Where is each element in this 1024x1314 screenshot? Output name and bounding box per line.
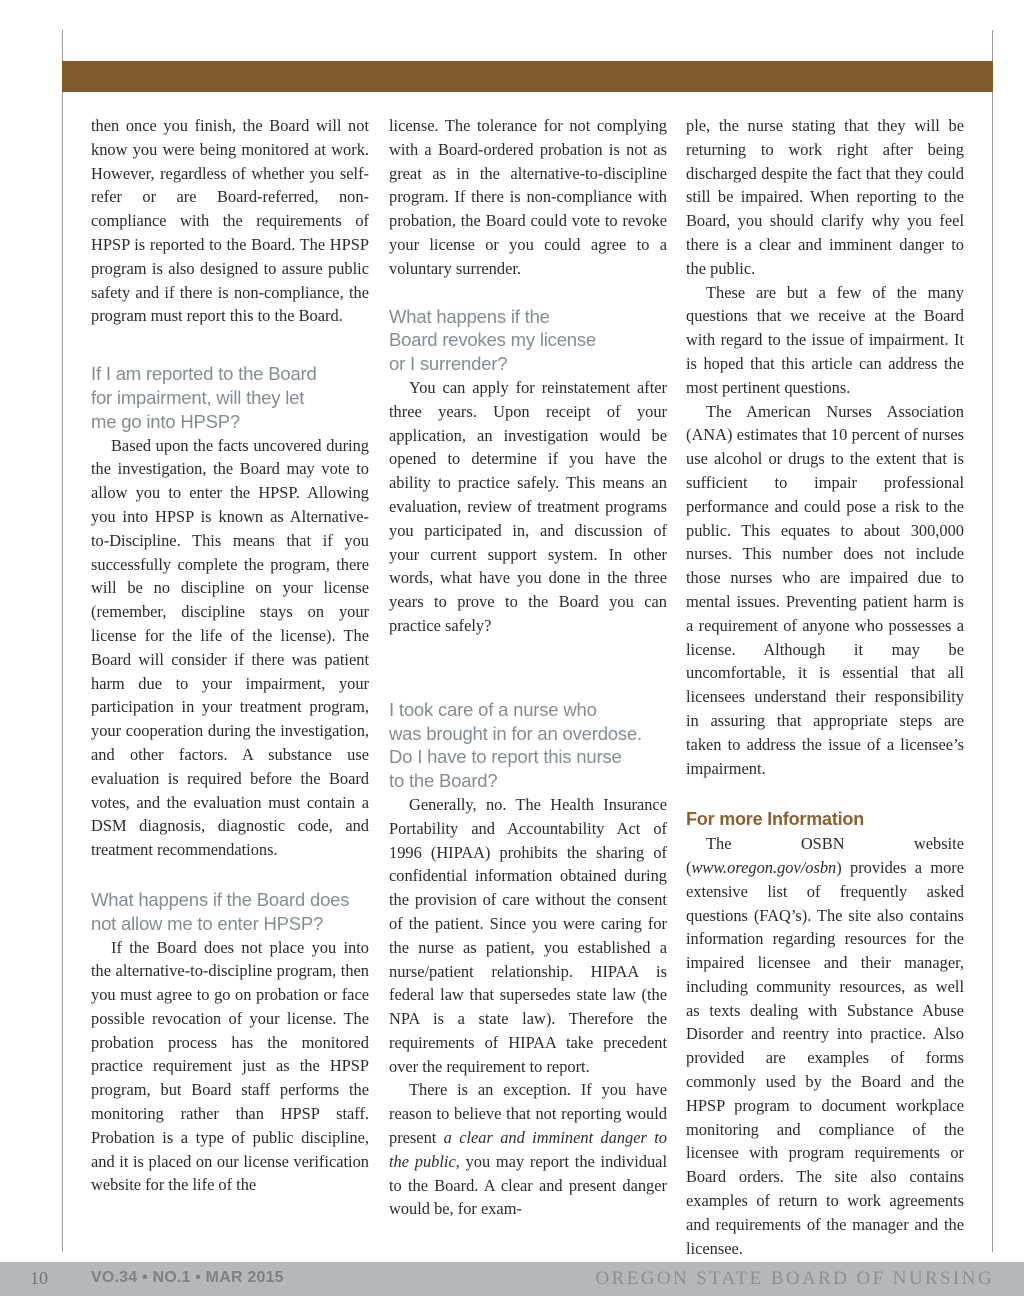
heading-line: to the Board? [389,770,498,792]
heading-line: Do I have to report this nurse [389,746,622,768]
heading-line: What happens if the Board does [91,888,350,910]
website-link[interactable]: www.oregon.gov/osbn [691,857,837,877]
paragraph: ple, the nurse stating that they will be returning to work right after being discharged despite the fact that they could still be impaired. When reporting to the Board, you should clarify why you feel there is a clear and imminent danger to the public. [686,116,964,278]
organization-name: OREGON STATE BOARD OF NURSING [595,1268,994,1289]
issue-info: VO.34 • NO.1 • MAR 2015 [91,1269,284,1286]
emphasis-text: a clear and imminent danger to the public [389,1128,667,1171]
article-column-1 [91,114,369,1197]
text-run: ) provides a more extensive list of frequently asked questions (FAQ’s). The site also contains information regarding resources for the impaired licensee and their manager, including community resources, as well as texts dealing with Substance Abuse Disorder and reentry into practice. Also provided are examples of forms commonly used by the Board and the HPSP program to document workplace monitoring and compliance of the licensee with program requirements or Board orders. The site also contains examples of return to work agreements and requirements of the manager and the licensee. [686,857,964,1258]
left-margin-rule [62,30,63,1252]
right-margin-rule [992,30,993,1252]
paragraph: You can apply for reinstatement after three years. Upon receipt of your application, an investigation would be opened to determine if you have the ability to practice safely. This means an evaluation, review of treatment programs you participated in, and discussion of your current support system. In other words, what have you done in the three years to prove to the Board you can practice safely? [389,377,667,635]
header-accent-bar [62,61,993,92]
paragraph-osbn-website [686,832,964,1260]
heading-line: I took care of a nurse who [389,698,597,720]
paragraph: Based upon the facts uncovered during the investigation, the Board may vote to allow you to enter the HPSP. Allowing you into HPSP is known as Alternative-to-Discipline. This means that if you successfully complete the program, there will be no discipline on your license (remember, discipline stays on your license for the life of the license). The Board will consider if there was patient harm due to your impairment, your participation in your treatment program, your cooperation during the investigation, and other factors. A substance use evaluation is required before the Board votes, and the evaluation must contain a DSM diagnosis, diagnostic code, and treatment recommendations. [91,435,369,860]
page-footer [0,1262,1024,1296]
heading-line: What happens if the [389,305,550,327]
heading-line: for impairment, will they let [91,386,305,408]
section-heading-overdose [389,698,667,793]
paragraph: If the Board does not place you into the alternative-to-discipline program, then you must agree to go on probation or face possible revocation of your license. The probation process has the monitored practice requirement just as the HPSP program, but Board staff performs the monitoring rather than HPSP staff. Probation is a type of public discipline, and it is placed on our license verification website for the life of the [91,937,369,1195]
heading-line: was brought in for an overdose. [389,722,642,744]
paragraph: Generally, no. The Health Insurance Portability and Accountability Act of 1996 (HIPAA) prohibits the sharing of confidential information obtained during the provision of care without the consent of the patient. Since you were caring for the nurse as patient, you established a nurse/patient relationship. HIPAA is federal law that supersedes state law (the NPA is a state law). Therefore the requirements of HIPAA take precedent over the requirement to report. [389,794,667,1076]
paragraph: The American Nurses Association (ANA) estimates that 10 percent of nurses use alcohol or drugs to the extent that is sufficient to impair professional performance and could pose a risk to the public. This equates to about 300,000 nurses. This number does not include those nurses who are impaired due to mental issues. Preventing patient harm is a requirement of anyone who possesses a license. Although it may be uncomfortable, it is essential that all licensees understand their responsibility in assuring that appropriate steps are taken to address the issue of a licensee’s impairment. [686,401,964,778]
paragraph: then once you finish, the Board will not know you were being monitored at work. However, regardless of whether you self-refer or are Board-referred, non-compliance with the requirements of HPSP is reported to the Board. The HPSP program is also designed to assure public safety and if there is non-compliance, the program must report this to the Board. [91,116,369,326]
text-run: , you may report the individual to the Board. A clear and present danger would be, for exam- [389,1151,667,1219]
text-run: The OSBN website ( [686,834,964,877]
heading-line: not allow me to enter HPSP? [91,912,324,934]
section-heading-not-allowed [91,888,369,936]
paragraph-exception [389,1078,667,1221]
heading-line: Board revokes my license [389,329,597,351]
section-heading-hpsp-entry [91,362,369,433]
article-column-2 [389,114,667,1221]
page-number: 10 [30,1268,48,1288]
section-heading-more-info: For more Information [686,809,865,830]
paragraph: These are but a few of the many questions that we receive at the Board with regard to the issue of impairment. It is hoped that this article can address the most pertinent questions. [686,282,964,397]
heading-line: If I am reported to the Board [91,363,317,385]
heading-line: me go into HPSP? [91,410,240,432]
article-column-3 [686,114,964,1260]
text-run: There is an exception. If you have reason to believe that not reporting would present [389,1080,667,1148]
paragraph: license. The tolerance for not complying with a Board-ordered probation is not as great as in the alternative-to-discipline program. If there is non-compliance with probation, the Board could vote to revoke your license or you could agree to a voluntary surrender. [389,116,667,278]
section-heading-revokes [389,305,667,376]
heading-line: or I surrender? [389,353,508,375]
